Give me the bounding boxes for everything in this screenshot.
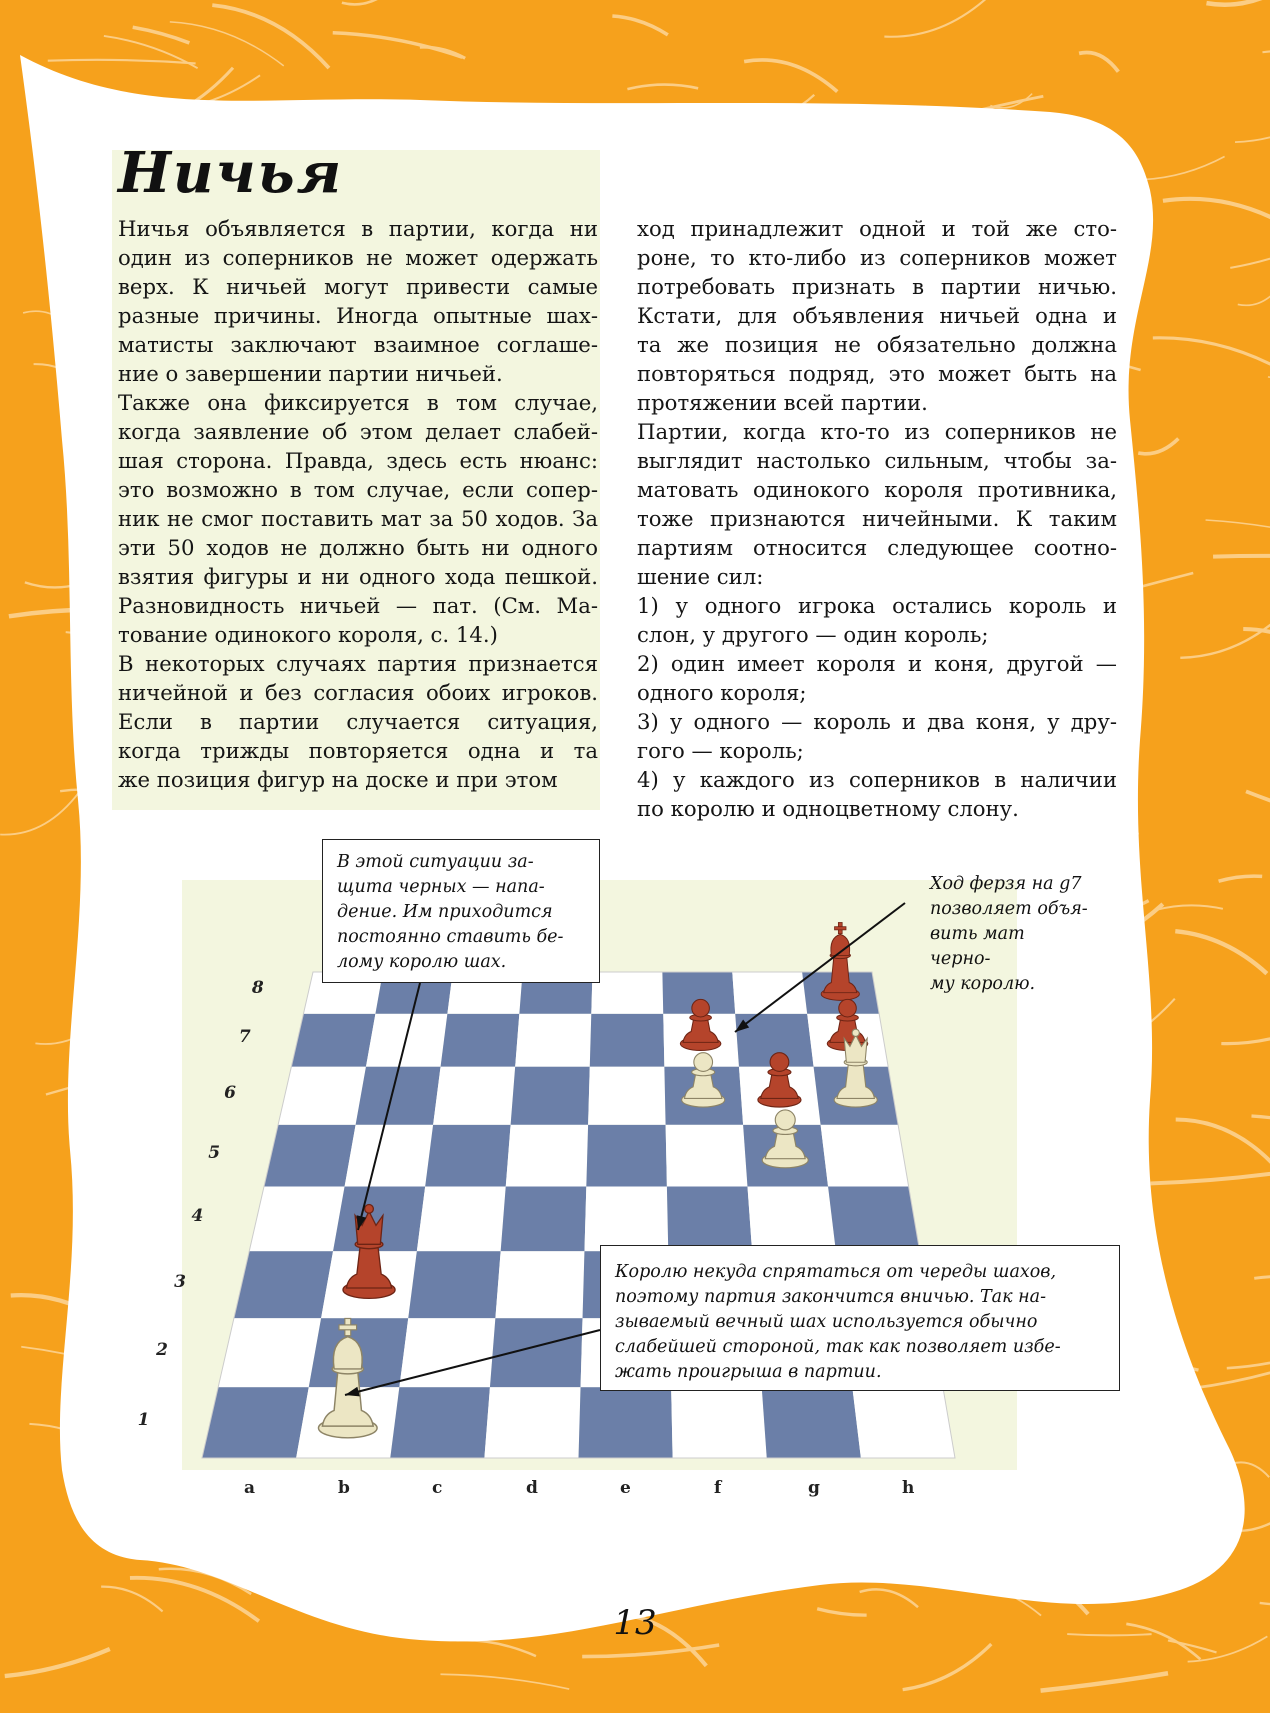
text-line: один из соперников не может одержать (118, 245, 598, 270)
text-line: по королю и одноцветному слону. (637, 796, 1019, 821)
text-line: шение сил: (637, 564, 764, 589)
text-line: разные причины. Иногда опытные шах- (118, 303, 598, 328)
text-line: партиям относится следующее соотно- (637, 535, 1117, 560)
file-label: b (338, 1478, 350, 1498)
file-label: f (714, 1478, 722, 1498)
square-e1 (579, 1387, 673, 1458)
square-a7 (291, 1014, 375, 1067)
square-b6 (356, 1067, 441, 1125)
rank-label: 6 (224, 1083, 236, 1104)
text-line: это возможно в том случае, если сопер- (118, 477, 598, 502)
square-h4 (828, 1186, 920, 1251)
callout-line: зываемый вечный шах используется обычно (615, 1312, 1038, 1332)
text-line: 4) у каждого из соперников в наличии (637, 767, 1117, 792)
rank-label: 5 (208, 1143, 221, 1164)
callout-line: Королю некуда спрятаться от череды шахов, (615, 1262, 1057, 1282)
text-line: шая сторона. Правда, здесь есть нюанс: (118, 448, 598, 473)
text-line: Если в партии случается ситуация, (118, 709, 598, 734)
text-line: протяжении всей партии. (637, 390, 928, 415)
rank-label: 8 (251, 978, 264, 999)
square-c3 (408, 1251, 500, 1318)
callout-top-right (930, 872, 1090, 997)
file-label: a (244, 1478, 256, 1498)
square-d3 (495, 1251, 584, 1318)
file-label: c (432, 1478, 443, 1498)
callout-line: поэтому партия закончится вничью. Так на- (615, 1287, 1046, 1307)
text-line: матовать одинокого короля противника, (637, 477, 1117, 502)
square-c4 (417, 1186, 506, 1251)
square-c6 (433, 1067, 515, 1125)
square-e6 (588, 1067, 665, 1125)
text-line: ход принадлежит одной и той же сто- (637, 216, 1117, 241)
text-line: Ничья объявляется в партии, когда ни (118, 216, 598, 241)
square-a5 (264, 1125, 356, 1187)
square-c7 (441, 1014, 520, 1067)
square-h5 (821, 1125, 909, 1187)
text-line: Партии, когда кто-то из соперников не (637, 419, 1117, 444)
rank-label: 7 (238, 1027, 251, 1048)
text-line: В некоторых случаях партия признается (118, 651, 598, 676)
square-d1 (484, 1387, 580, 1458)
text-line: когда заявление об этом делает слабей- (118, 419, 598, 444)
text-line: же позиция фигур на доске и при этом (118, 767, 558, 792)
square-a6 (278, 1067, 366, 1125)
text-line: взятия фигуры и ни одного хода пешкой. (118, 564, 598, 589)
text-line: роне, то кто-либо из соперников может (637, 245, 1117, 270)
text-line: тование одинокого короля, с. 14.) (118, 622, 498, 647)
file-label: g (808, 1478, 820, 1498)
square-a2 (218, 1318, 321, 1387)
page-number: 13 (613, 1603, 657, 1643)
rank-label: 3 (174, 1272, 186, 1293)
text-line: слон, у другого — один король; (637, 622, 989, 647)
text-line: Также она фиксируется в том случае, (118, 390, 598, 415)
file-label: h (902, 1478, 915, 1498)
square-e7 (590, 1014, 665, 1067)
callout-line: жать проигрыша в партии. (615, 1362, 882, 1382)
square-g8 (732, 972, 807, 1014)
square-e5 (586, 1125, 667, 1187)
callout-line: постоянно ставить бе- (337, 927, 564, 947)
square-c1 (390, 1387, 490, 1458)
square-a1 (202, 1387, 309, 1458)
text-line: ничейной и без согласия обоих игроков. (118, 680, 598, 705)
square-d4 (501, 1186, 587, 1251)
square-d2 (490, 1318, 583, 1387)
callout-line: му королю. (930, 974, 1036, 994)
text-line: потребовать признать в партии ничью. (637, 274, 1117, 299)
file-label: e (620, 1478, 631, 1498)
square-c5 (425, 1125, 510, 1187)
callout-line: В этой ситуации за- (337, 852, 534, 872)
text-line: матисты заключают взаимное соглаше- (118, 332, 598, 357)
square-e8 (591, 972, 663, 1014)
square-d7 (515, 1014, 591, 1067)
text-line: повторяться подряд, это может быть на (637, 361, 1117, 386)
file-label: d (526, 1478, 538, 1498)
square-g4 (747, 1186, 835, 1251)
rank-label: 2 (156, 1340, 168, 1361)
callout-line: Ход ферзя на g7 (930, 874, 1082, 894)
callout-line: позволяет объя- (930, 899, 1088, 919)
square-f1 (671, 1387, 767, 1458)
text-line: тоже признаются ничейными. К таким (637, 506, 1117, 531)
callout-line: дение. Им приходится (337, 902, 553, 922)
callout-line: слабейшей стороной, так как позволяет избе- (615, 1337, 1061, 1357)
text-line: гого — король; (637, 738, 804, 763)
text-line: ник не смог поставить мат за 50 ходов. За (118, 506, 598, 531)
square-b7 (366, 1014, 447, 1067)
callout-top-left (322, 839, 600, 983)
square-d5 (506, 1125, 588, 1187)
callout-bottom (600, 1245, 1120, 1391)
text-line: одного короля; (637, 680, 807, 705)
square-a3 (234, 1251, 333, 1318)
text-line: когда трижды повторяется одна и та (118, 738, 598, 763)
text-line: выглядит настолько сильным, чтобы за- (637, 448, 1117, 473)
rank-label: 1 (137, 1410, 150, 1431)
page-title: Ничья (118, 140, 344, 206)
square-f5 (666, 1125, 748, 1187)
text-line: та же позиция не обязательно должна (637, 332, 1117, 357)
rank-label: 4 (191, 1206, 204, 1227)
text-line: Кстати, для объявления ничьей одна и (637, 303, 1117, 328)
square-e4 (584, 1186, 668, 1251)
square-g1 (762, 1387, 861, 1458)
callout-line: лому королю шах. (337, 952, 507, 972)
text-line: ние о завершении партии ничьей. (118, 361, 503, 386)
square-h1 (852, 1387, 955, 1458)
square-a4 (249, 1186, 344, 1251)
text-line: верх. К ничьей могут привести самые (118, 274, 598, 299)
square-f4 (667, 1186, 752, 1251)
text-line: 3) у одного — король и два коня, у дру- (637, 709, 1117, 734)
text-line: 1) у одного игрока остались король и (637, 593, 1117, 618)
square-d6 (511, 1067, 590, 1125)
callout-line: вить мат черно- (930, 924, 1025, 969)
callout-line: щита черных — напа- (337, 877, 545, 897)
text-line: эти 50 ходов не должно быть ни одного (118, 535, 598, 560)
text-line: 2) один имеет короля и коня, другой — (637, 651, 1117, 676)
text-line: Разновидность ничьей — пат. (См. Ма- (118, 593, 598, 618)
square-b5 (345, 1125, 434, 1187)
